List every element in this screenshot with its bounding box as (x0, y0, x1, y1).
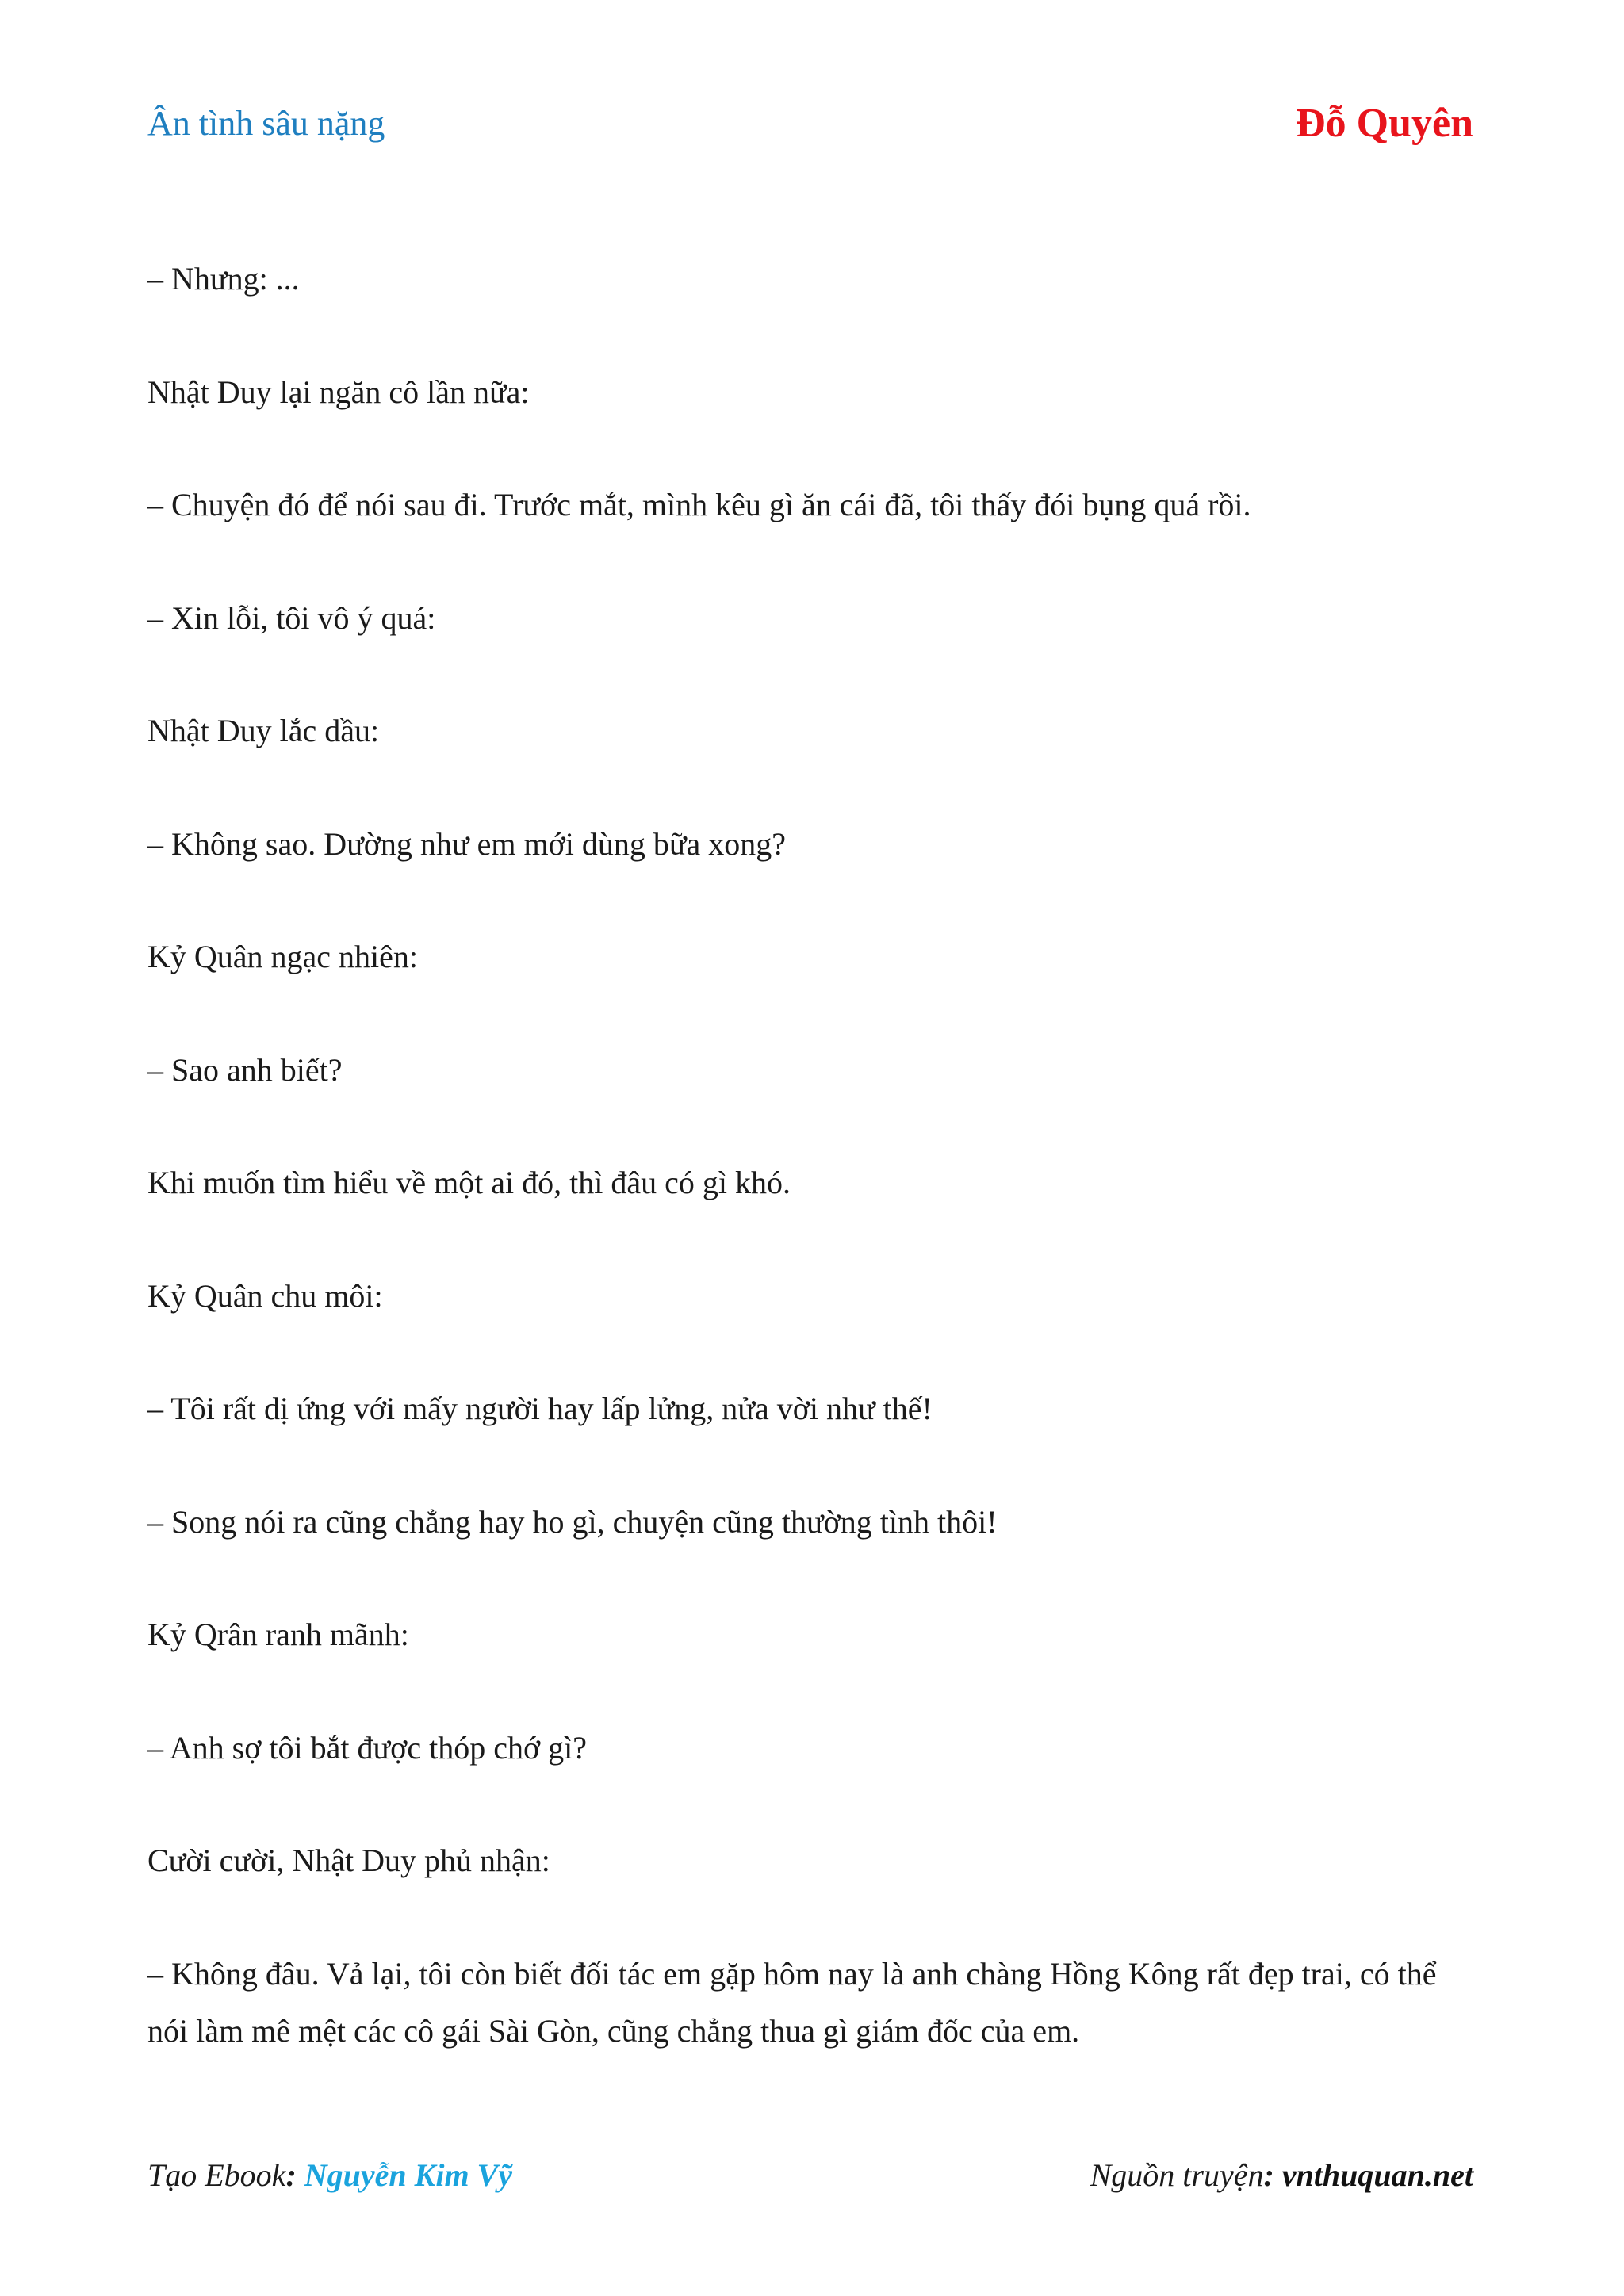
paragraph: Nhật Duy lại ngăn cô lần nữa: (147, 373, 530, 410)
paragraph: – Sao anh biết? (147, 1051, 343, 1088)
paragraph: – Nhưng: ... (147, 261, 300, 297)
source-label: Nguồn truyện (1090, 2157, 1264, 2193)
paragraph: – Chuyện đó để nói sau đi. Trước mắt, mình kêu gì ăn cái đã, tôi thấy đói bụng quá rồi. (147, 487, 1251, 522)
paragraph: – Không sao. Dường như em mới dùng bữa xong? (147, 825, 787, 862)
paragraph: – Song nói ra cũng chẳng hay ho gì, chuyện cũng thường tình thôi! (147, 1503, 998, 1540)
ebook-author: Nguyễn Kim Vỹ (304, 2157, 512, 2193)
page-footer (147, 2156, 1473, 2204)
book-title: Ân tình sâu nặng (147, 104, 385, 143)
ebook-label: Tạo Ebook (147, 2157, 286, 2193)
paragraph: Cười cười, Nhật Duy phủ nhận: (147, 1843, 550, 1878)
paragraph: Kỷ Quân chu môi: (147, 1277, 383, 1314)
source-credit (1090, 2156, 1473, 2194)
ebook-credit (147, 2156, 512, 2194)
paragraph: Kỷ Qrân ranh mãnh: (147, 1617, 409, 1652)
paragraph: – Không đâu. Vả lại, tôi còn biết đối tác em gặp hôm nay là anh chàng Hồng Kông rất đẹp trai, có thể nói làm mê mệt các cô gái Sài Gòn, cũng chẳng thua gì giám đốc của em. (147, 1955, 1437, 2049)
paragraph: Nhật Duy lắc dầu: (147, 713, 380, 748)
source-site: vnthuquan.net (1281, 2157, 1473, 2193)
paragraph: – Tôi rất dị ứng với mấy người hay lấp lửng, nửa vời như thế! (147, 1391, 933, 1426)
source-separator: : (1263, 2157, 1282, 2193)
page-header (147, 100, 1473, 155)
paragraph: – Anh sợ tôi bắt được thóp chớ gì? (147, 1729, 587, 1766)
paragraph: Kỷ Quân ngạc nhiên: (147, 939, 419, 974)
paragraph: – Xin lỗi, tôi vô ý quá: (147, 599, 436, 636)
ebook-separator: : (285, 2157, 304, 2193)
paragraph: Khi muốn tìm hiểu về một ai đó, thì đâu có gì khó. (147, 1165, 791, 1200)
author-name: Đỗ Quyên (1296, 101, 1473, 146)
story-text (147, 251, 1473, 2115)
